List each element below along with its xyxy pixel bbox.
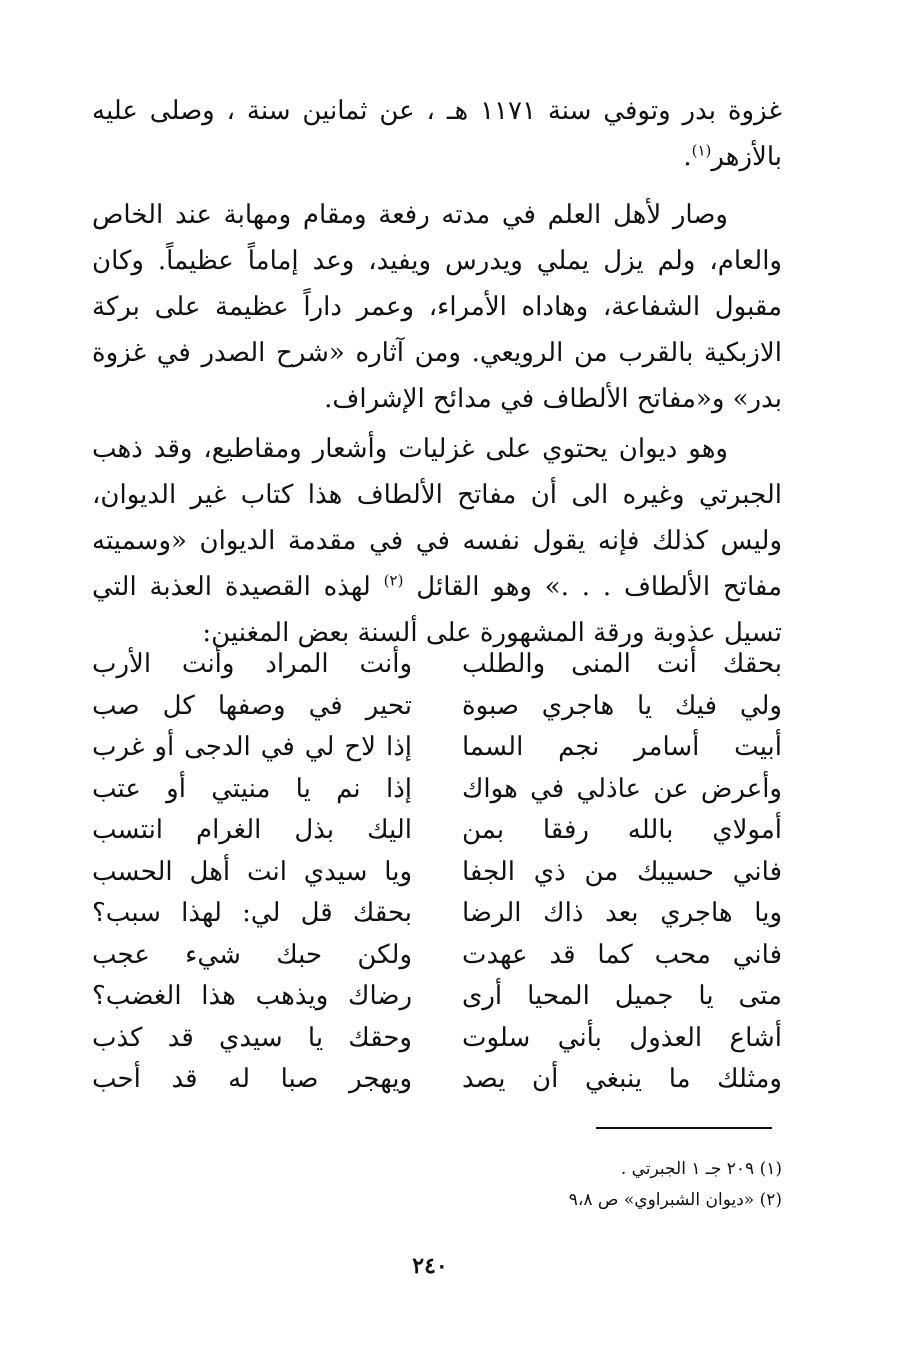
poem-verse [92, 644, 782, 686]
verse-second-hemistich: ويا سيدي انت أهل الحسب [92, 856, 412, 887]
verse-second-hemistich: وحقك يا سيدي قد كذب [92, 1022, 412, 1053]
paragraph-2: وصار لأهل العلم في مدته رفعة ومقام ومهابة عند الخاص والعام، ولم يزل يملي ويدرس ويفيد، وعد إماماً عظيماً. وكان مقبول الشفاعة، وهاداه الأمراء، وعمر داراً عظيمة على بركة الازبكية بالقرب من الرويعي. ومن آثاره «شرح الصدر في غزوة بدر» و«مفاتح الألطاف في مدائح الإشراف. [92, 200, 782, 414]
poem-verse [92, 1018, 782, 1060]
verse-second-hemistich: بحقك قل لي: لهذا سبب؟ [92, 898, 412, 928]
verse-first-hemistich: أبيت أسامر نجم السما [462, 732, 782, 762]
poem-verse [92, 686, 782, 728]
verse-second-hemistich: إذا نم يا منيتي أو عتب [92, 773, 412, 804]
paragraph-1-end: . [683, 142, 692, 172]
poem-verse [92, 976, 782, 1018]
poem-verse [92, 935, 782, 977]
verse-second-hemistich: وأنت المراد وأنت الأرب [92, 649, 412, 679]
poem [92, 644, 782, 1101]
verse-second-hemistich: رضاك ويذهب هذا الغضب؟ [92, 981, 412, 1011]
verse-first-hemistich: متى يا جميل المحيا أرى [462, 981, 782, 1011]
verse-second-hemistich: تحير في وصفها كل صب [92, 690, 412, 721]
poem-verse [92, 852, 782, 894]
verse-first-hemistich: ولي فيك يا هاجري صبوة [462, 690, 782, 721]
verse-first-hemistich: فاني محب كما قد عهدت [462, 939, 782, 970]
footnote-2: (٢) «ديوان الشبراوي» ص ٩،٨ [568, 1190, 782, 1210]
verse-first-hemistich: أشاع العذول بأني سلوت [462, 1022, 782, 1053]
footnote-ref-1: (١) [691, 141, 712, 160]
paragraph-1 [92, 88, 782, 180]
verse-first-hemistich: وأعرض عن عاذلي في هواك [462, 773, 782, 804]
footnote-ref-2: (٢) [383, 571, 404, 590]
page-number: ٢٤٠ [412, 1253, 448, 1279]
poem-verse [92, 727, 782, 769]
verse-second-hemistich: ولكن حبك شيء عجب [92, 939, 412, 970]
verse-first-hemistich: فاني حسيبك من ذي الجفا [462, 856, 782, 887]
verse-first-hemistich: ويا هاجري بعد ذاك الرضا [462, 898, 782, 928]
poem-verse [92, 810, 782, 852]
footnote-divider [596, 1127, 772, 1129]
verse-first-hemistich: أمولاي بالله رفقا بمن [462, 815, 782, 845]
footnote-1: (١) ٢٠٩ جـ ١ الجبرتي . [620, 1159, 782, 1179]
poem-verse [92, 769, 782, 811]
verse-second-hemistich: اليك بذل الغرام انتسب [92, 815, 412, 845]
verse-second-hemistich: إذا لاح لي في الدجى أو غرب [92, 732, 412, 762]
verse-first-hemistich: بحقك أنت المنى والطلب [462, 649, 782, 679]
paragraph-3 [92, 426, 782, 656]
paragraph-3-text: وهو ديوان يحتوي على غزليات وأشعار ومقاطيع، وقد ذهب الجبرتي وغيره الى أن مفاتح الألطاف هذا كتاب غير الديوان، وليس كذلك فإنه يقول نفسه في في مقدمة الديوان «وسميته مفاتح الألطاف . . .» وهو القائل [92, 434, 783, 602]
verse-first-hemistich: ومثلك ما ينبغي أن يصد [462, 1064, 782, 1094]
paragraph-1-text: غزوة بدر وتوفي سنة ١١٧١ هـ ، عن ثمانين سنة ، وصلى عليه بالأزهر [92, 96, 782, 172]
paragraph-3-end: لهذه القصيدة العذبة التي تسيل عذوبة ورقة المشهورة على ألسنة بعض المغنين: [92, 572, 782, 648]
verse-second-hemistich: ويهجر صبا له قد أحب [92, 1064, 412, 1094]
poem-verse [92, 1059, 782, 1101]
poem-verse [92, 893, 782, 935]
